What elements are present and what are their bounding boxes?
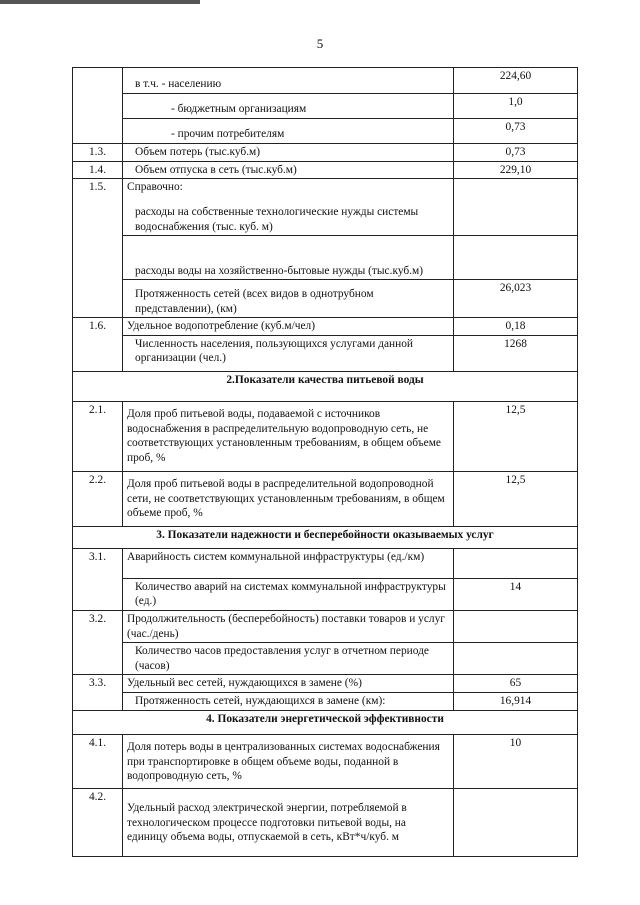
row-number: 2.1. (73, 401, 123, 471)
row-value (454, 643, 578, 675)
section-title: 4. Показатели энергетической эффективности (73, 711, 578, 735)
top-edge-line (0, 0, 200, 4)
table-row (73, 144, 578, 162)
table-row (73, 611, 578, 643)
row-number: 3.1. (73, 548, 123, 610)
table-row (73, 693, 578, 711)
row-value: 0,18 (454, 318, 578, 336)
row-number: 4.1. (73, 735, 123, 789)
table-row (73, 735, 578, 789)
row-value: 10 (454, 735, 578, 789)
row-label: - прочим потребителям (123, 119, 454, 144)
row-value: 0,73 (454, 144, 578, 162)
row-label: Продолжительность (бесперебойность) поставки товаров и услуг (час./день) (123, 611, 454, 643)
row-value: 1268 (454, 335, 578, 371)
table-row (73, 335, 578, 371)
row-value (454, 236, 578, 280)
row-label: Аварийность систем коммунальной инфраструктуры (ед./км) (123, 548, 454, 578)
row-number: 3.2. (73, 611, 123, 675)
row-value: 65 (454, 675, 578, 693)
table-row (73, 548, 578, 578)
row-number: 1.6. (73, 318, 123, 372)
row-label: Количество аварий на системах коммунальной инфраструктуры (ед.) (123, 578, 454, 610)
table-row (73, 643, 578, 675)
table-row (73, 471, 578, 526)
row-value: 224,60 (454, 68, 578, 94)
row-value: 0,73 (454, 119, 578, 144)
table-row (73, 179, 578, 196)
indicators-table (72, 67, 578, 857)
table-row (73, 161, 578, 179)
row-label: Количество часов предоставления услуг в отчетном периоде (часов) (123, 643, 454, 675)
row-value (454, 548, 578, 578)
section-header-row (73, 526, 578, 548)
table-row (73, 94, 578, 119)
row-number (73, 68, 123, 144)
section-title: 2.Показатели качества питьевой воды (73, 371, 578, 401)
row-value (454, 179, 578, 196)
row-label: Доля потерь воды в централизованных системах водоснабжения при транспортировке в общем объеме воды, поданной в водопроводную сеть, % (123, 735, 454, 789)
table-row (73, 578, 578, 610)
row-label: Протяженность сетей, нуждающихся в замене (км): (123, 693, 454, 711)
row-label: Удельный вес сетей, нуждающихся в замене (%) (123, 675, 454, 693)
row-label: Удельный расход электрической энергии, потребляемой в технологическом процессе подготовки питьевой воды, на единицу объема воды, отпускаемой в сеть, кВт*ч/куб. м (123, 789, 454, 857)
section-header-row (73, 371, 578, 401)
row-label: в т.ч. - населению (123, 68, 454, 94)
page-number: 5 (316, 36, 324, 51)
row-label: Доля проб питьевой воды в распределительной водопроводной сети, не соответствующих установленным требованиям, в общем объеме проб, % (123, 471, 454, 526)
table-row (73, 236, 578, 280)
table-row (73, 119, 578, 144)
row-label: Удельное водопотребление (куб.м/чел) (123, 318, 454, 336)
row-value: 1,0 (454, 94, 578, 119)
row-label: Объем потерь (тыс.куб.м) (123, 144, 454, 162)
row-value: 14 (454, 578, 578, 610)
row-value: 229,10 (454, 161, 578, 179)
row-label: расходы воды на хозяйственно-бытовые нужды (тыс.куб.м) (123, 236, 454, 280)
row-label: - бюджетным организациям (123, 94, 454, 119)
section-header-row (73, 711, 578, 735)
row-number: 1.5. (73, 179, 123, 318)
row-label: Численность населения, пользующихся услугами данной организации (чел.) (123, 335, 454, 371)
table-row (73, 401, 578, 471)
row-value: 12,5 (454, 401, 578, 471)
row-number: 4.2. (73, 789, 123, 857)
row-number: 1.4. (73, 161, 123, 179)
row-label: Справочно: (123, 179, 454, 196)
row-value (454, 611, 578, 643)
table-row (73, 196, 578, 236)
table-row (73, 675, 578, 693)
section-title: 3. Показатели надежности и бесперебойности оказываемых услуг (73, 526, 578, 548)
table-row (73, 789, 578, 857)
table-row (73, 318, 578, 336)
row-value: 26,023 (454, 280, 578, 318)
row-label: Протяженность сетей (всех видов в однотрубном представлении), (км) (123, 280, 454, 318)
row-number: 2.2. (73, 471, 123, 526)
row-label: расходы на собственные технологические нужды системы водоснабжения (тыс. куб. м) (123, 196, 454, 236)
table-row (73, 280, 578, 318)
row-value: 12,5 (454, 471, 578, 526)
row-label: Объем отпуска в сеть (тыс.куб.м) (123, 161, 454, 179)
row-label: Доля проб питьевой воды, подаваемой с источников водоснабжения в распределительную водопроводную сеть, не соответствующих установленным требованиям, в общем объеме проб, % (123, 401, 454, 471)
table-row (73, 68, 578, 94)
row-number: 3.3. (73, 675, 123, 711)
row-value: 16,914 (454, 693, 578, 711)
row-value (454, 196, 578, 236)
row-value (454, 789, 578, 857)
row-number: 1.3. (73, 144, 123, 162)
